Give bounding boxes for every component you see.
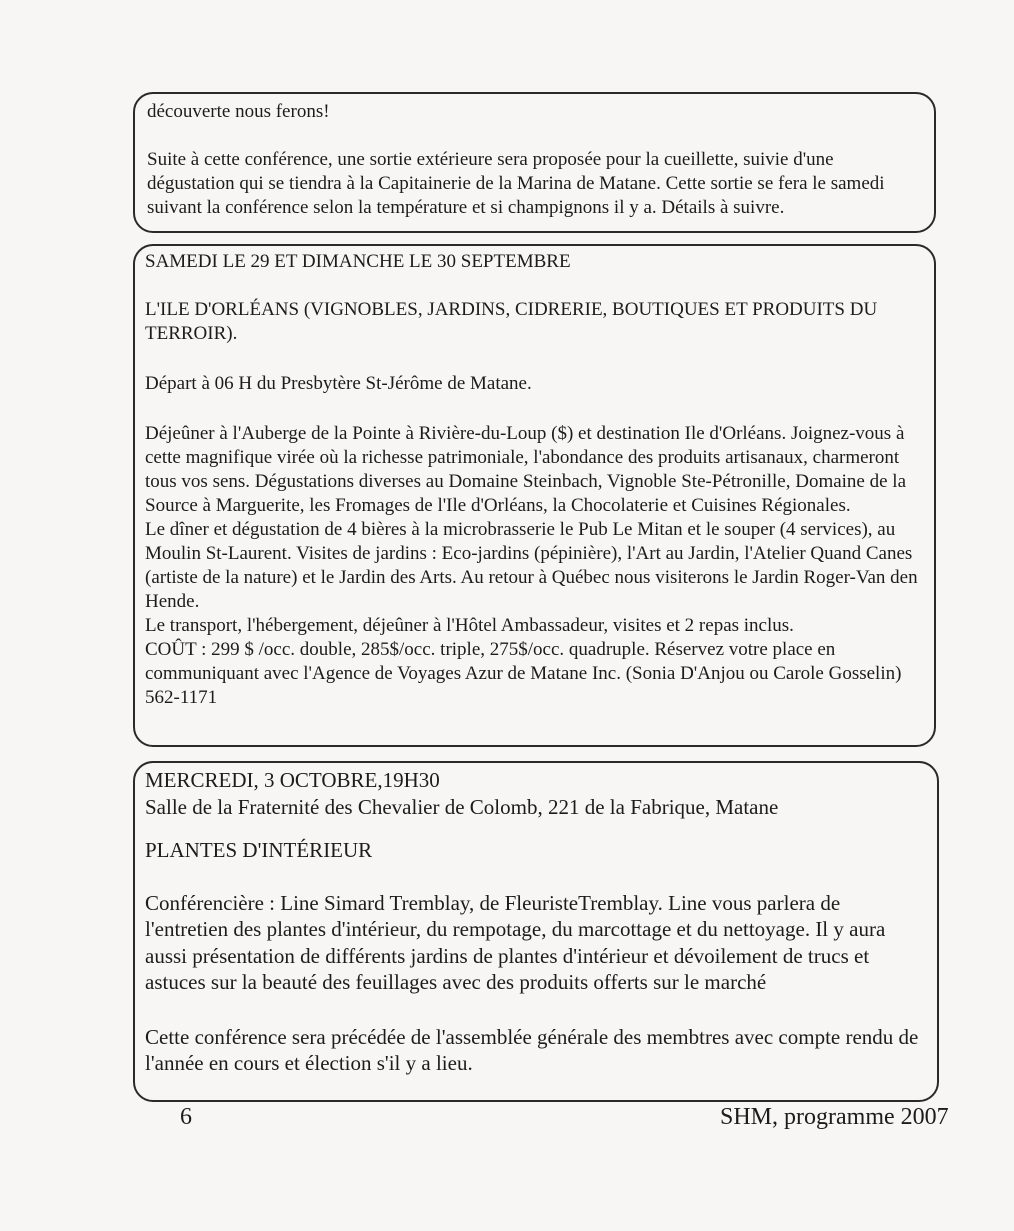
transport-paragraph: Le transport, l'hébergement, déjeûner à l'Hôtel Ambassadeur, visites et 2 repas inclus. <box>145 615 794 636</box>
outing-paragraph: Suite à cette conférence, une sortie extérieure sera proposée pour la cueillette, suivie d'une dégustation qui se tiendra à la Capitainerie de la Marina de Matane. Cette sortie se fera le samedi suivant la conférence selon la température et si champignons il y a. Détails à suivre. <box>147 149 885 218</box>
event-date: MERCREDI, 3 OCTOBRE,19H30 <box>145 768 440 792</box>
dinner-paragraph: Le dîner et dégustation de 4 bières à la microbrasserie le Pub Le Mitan et le souper (4 services), au Moulin St-Laurent. Visites de jardins : Eco-jardins (pépinière), l'Art au Jardin, l'Atelier Quand Canes (artiste de la nature) et le Jardin des Arts. Au retour à Québec nous visiterons le Jardin Roger-Van den Hende. <box>145 519 918 612</box>
breakfast-paragraph: Déjeûner à l'Auberge de la Pointe à Rivière-du-Loup ($) et destination Ile d'Orléans. Joignez-vous à cette magnifique virée où la richesse patrimoniale, l'abondance des produits artisanaux, charmeront tous vos sens. Dégustations diverses au Domaine Steinbach, Vignoble Ste-Pétronille, Domaine de la Source à Marguerite, les Fromages de l'Ile d'Orléans, la Chocolaterie et Cuisines Régionales. <box>145 423 907 516</box>
trip-title: L'ILE D'ORLÉANS (VIGNOBLES, JARDINS, CIDRERIE, BOUTIQUES ET PRODUITS DU TERROIR). <box>145 299 878 344</box>
event-title: PLANTES D'INTÉRIEUR <box>145 838 373 862</box>
indoor-plants-box <box>133 761 939 1102</box>
cost-paragraph: COÛT : 299 $ /occ. double, 285$/occ. triple, 275$/occ. quadruple. Réservez votre place en communiquant avec l'Agence de Voyages Azur de Matane Inc. (Sonia D'Anjou ou Carole Gosselin) 562-1171 <box>145 639 902 708</box>
speaker-paragraph: Conférencière : Line Simard Tremblay, de FleuristeTremblay. Line vous parlera de l'entretien des plantes d'intérieur, du rempotage, du marcottage et du nettoyage. Il y aura aussi présentation de différents jardins de plantes d'intérieur et dévoilement de trucs et astuces sur la beauté des feuillages avec des produits offerts sur le marché <box>145 890 886 994</box>
event-location: Salle de la Fraternité des Chevalier de Colomb, 221 de la Fabrique, Matane <box>145 794 779 819</box>
orleans-trip-box <box>133 244 936 747</box>
mushroom-outing-box <box>133 92 936 233</box>
intro-continuation: découverte nous ferons! <box>147 101 330 122</box>
assembly-paragraph: Cette conférence sera précédée de l'assemblée générale des membtres avec compte rendu de l'année en cours et élection s'il y a lieu. <box>145 1024 919 1075</box>
footer-program-title: SHM, programme 2007 <box>720 1104 949 1130</box>
departure-info: Départ à 06 H du Presbytère St-Jérôme de Matane. <box>145 373 532 394</box>
page-number: 6 <box>180 1104 192 1130</box>
trip-dates-heading: SAMEDI LE 29 ET DIMANCHE LE 30 SEPTEMBRE <box>145 251 571 272</box>
